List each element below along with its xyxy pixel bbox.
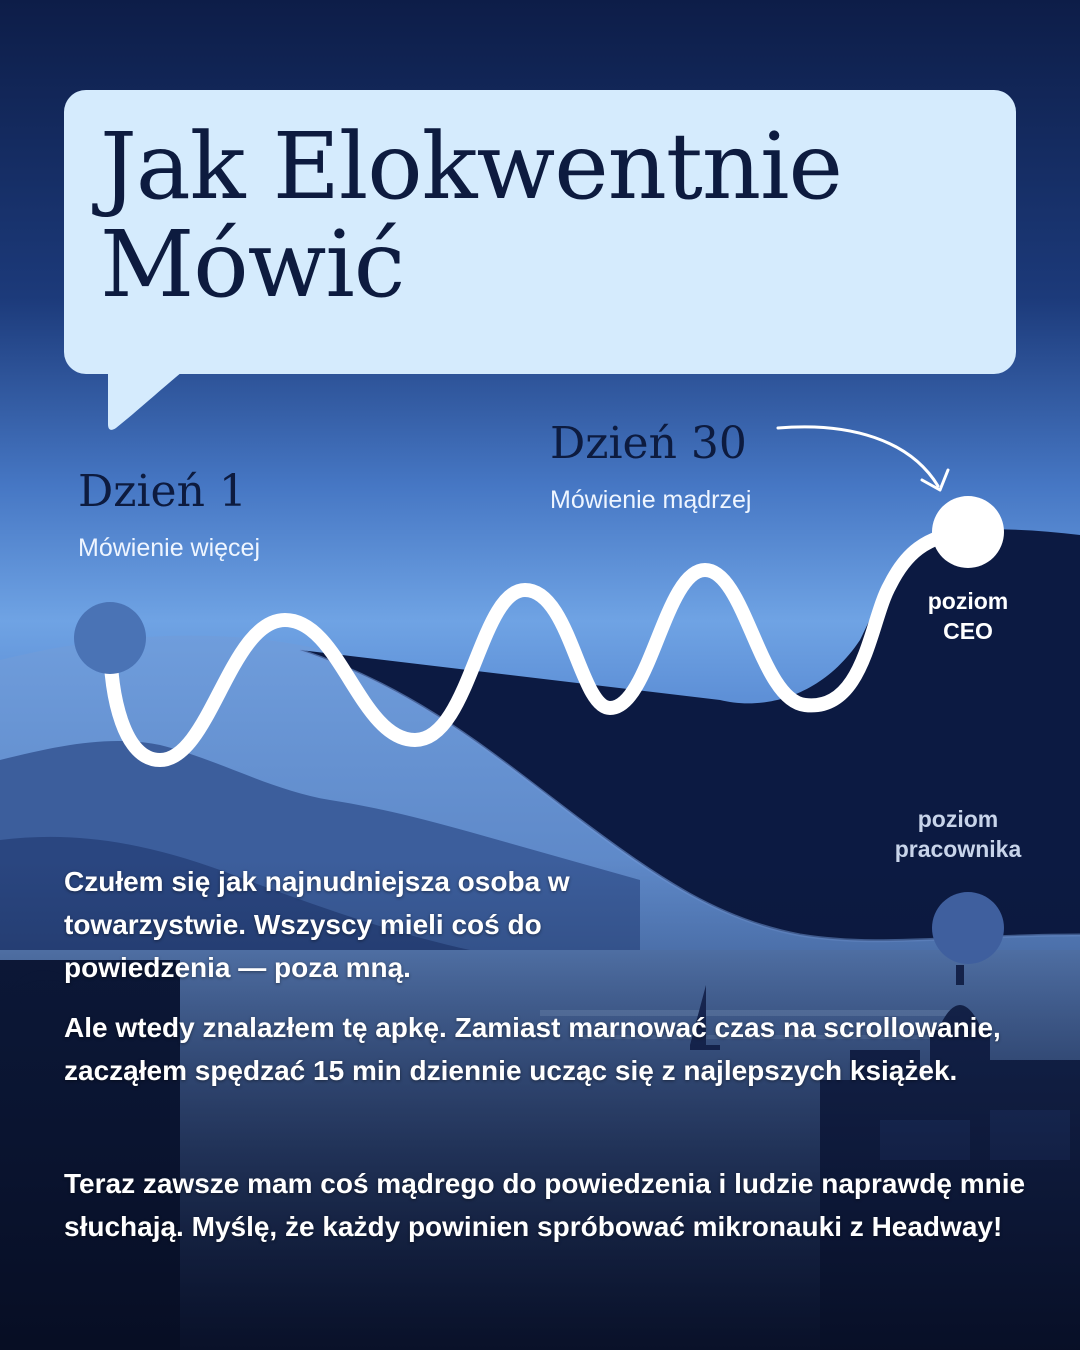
story-paragraph-3: Teraz zawsze mam coś mądrego do powiedzenia i ludzie naprawdę mnie słuchają. Myślę, że każdy powinien spróbować mikronauki z Headway! [64, 1168, 1026, 1242]
day1-subtitle: Mówienie więcej [78, 534, 261, 562]
day30-subtitle: Mówienie mądrzej [550, 486, 752, 514]
employee-level-line2: pracownika [894, 836, 1022, 862]
ceo-dot [932, 496, 1004, 568]
ceo-level-line2: CEO [943, 618, 993, 644]
story-paragraph-2: Ale wtedy znalazłem tę apkę. Zamiast marnować czas na scrollowanie, zacząłem spędzać 15 min dziennie ucząc się z najlepszych książek. [64, 1012, 1001, 1086]
employee-dot [932, 892, 1004, 964]
ceo-level-label [900, 586, 1036, 646]
employee-level-line1: poziom [917, 806, 999, 832]
story-paragraph-1: Czułem się jak najnudniejsza osoba w towarzystwie. Wszyscy mieli coś do powiedzenia — poza mną. [64, 866, 570, 983]
day1-title: Dzień 1 [78, 466, 247, 517]
start-dot [74, 602, 146, 674]
ceo-level-line1: poziom [927, 588, 1009, 614]
title-line-2: Mówić [100, 211, 405, 318]
wave-line [110, 532, 968, 760]
title-line-1: Jak Elokwentnie [100, 113, 842, 220]
arrow-icon [778, 427, 938, 486]
employee-level-label [880, 804, 1036, 864]
day30-title: Dzień 30 [550, 418, 747, 469]
